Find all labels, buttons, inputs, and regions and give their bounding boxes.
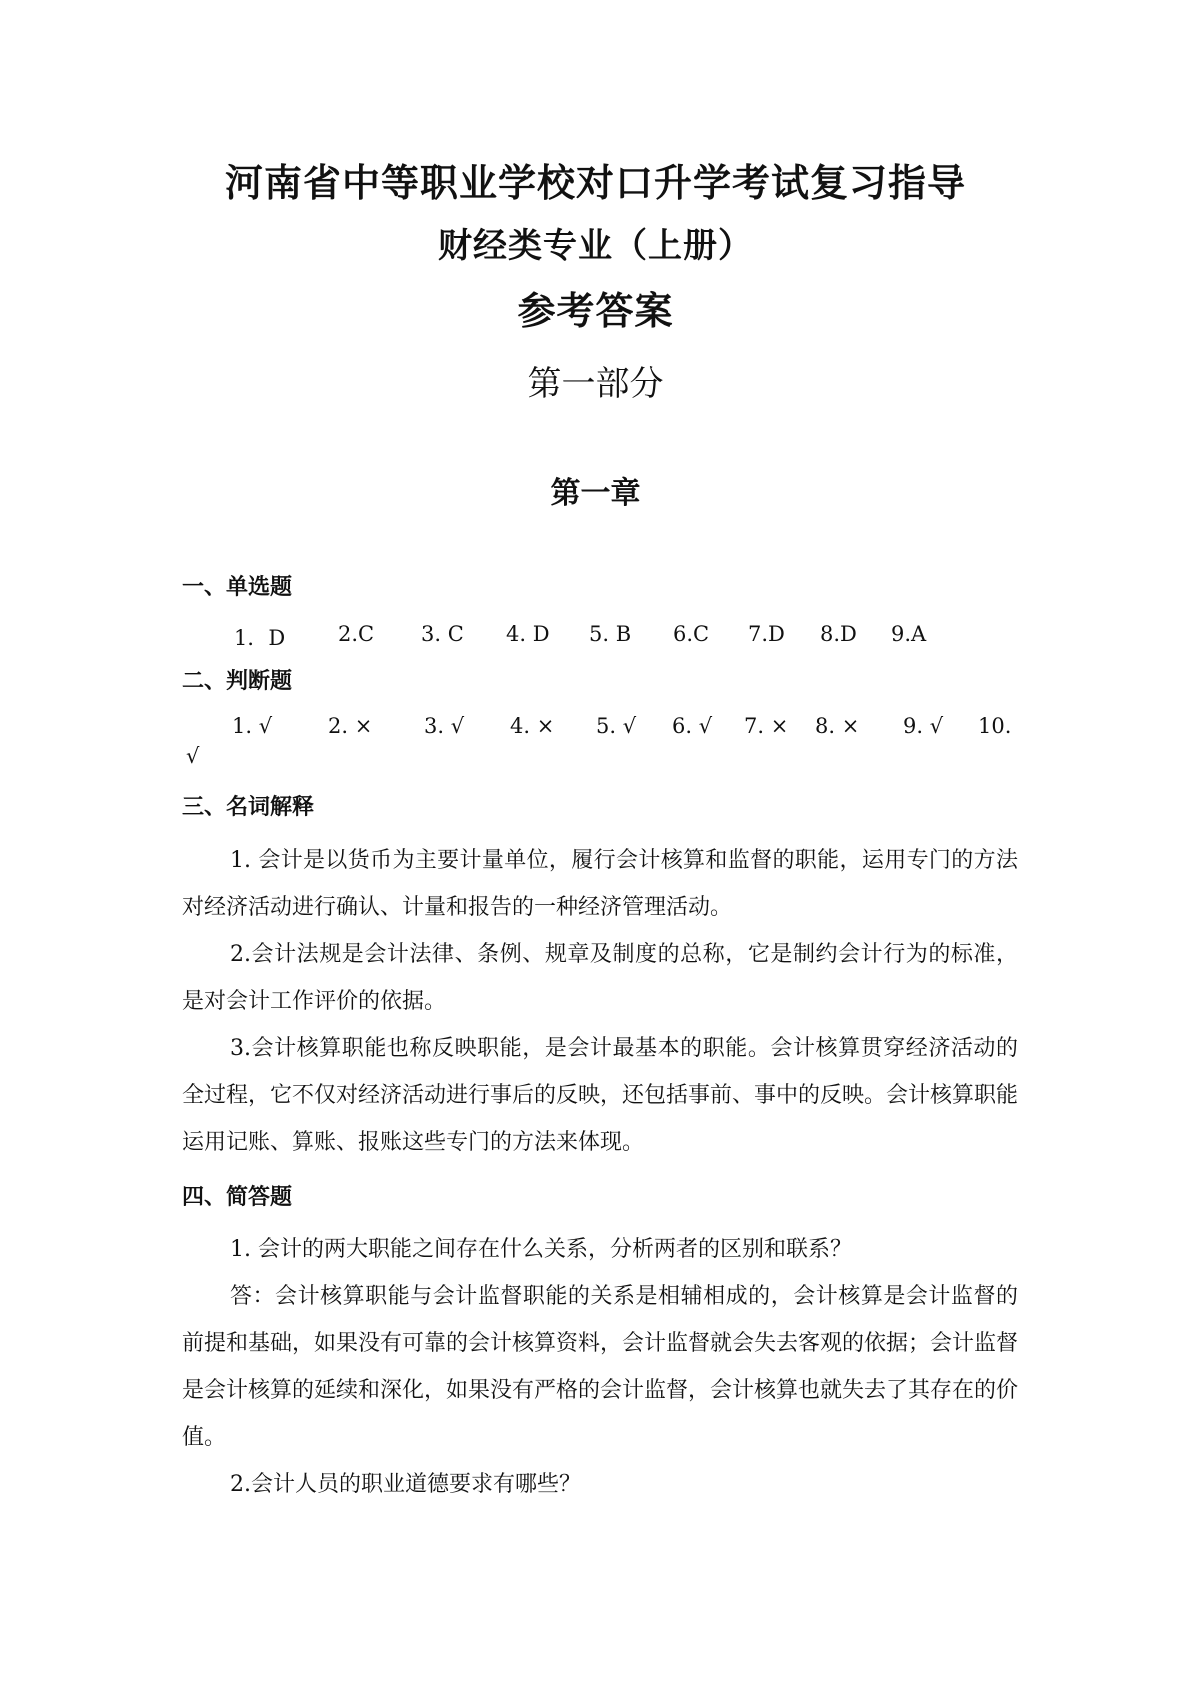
document-title-line-3: 参考答案 [517,289,674,333]
answer-item: 5. B [589,622,632,646]
answer-item: 8. × [815,714,860,738]
answer-item: 3. √ [424,714,465,738]
answer-item: 4. D [506,622,550,646]
short-answer-question: 2.会计人员的职业道德要求有哪些？ [230,1472,581,1497]
answer-item: 4. × [510,714,555,738]
answer-item: 7.D [748,622,785,646]
answer-item: 6.C [673,622,710,646]
answer-item: 1. √ [232,714,273,738]
section-heading-term-explanation: 三、名词解释 [182,795,315,820]
short-answer-question: 1. 会计的两大职能之间存在什么关系，分析两者的区别和联系？ [230,1237,852,1262]
answer-item: 8.D [820,622,857,646]
term-explanation-paragraph: 2.会计法规是会计法律、条例、规章及制度的总称，它是制约会计行为的标准，是对会计工作评价的依据。 [182,942,1018,1014]
answer-item: 6. √ [672,714,713,738]
answer-item: √ [186,744,200,768]
part-title: 第一部分 [527,364,664,404]
answer-item: 2. × [328,714,373,738]
document-title-line-2: 财经类专业（上册） [438,226,753,266]
answer-item: 9.A [891,622,927,646]
answer-item: 5. √ [596,714,637,738]
short-answer-answer: 答：会计核算职能与会计监督职能的关系是相辅相成的，会计核算是会计监督的前提和基础，如果没有可靠的会计核算资料，会计监督就会失去客观的依据；会计监督是会计核算的延续和深化，如果没有严格的会计监督，会计核算也就失去了其存在的价值。 [182,1284,1019,1450]
section-heading-short-answer: 四、简答题 [182,1185,293,1210]
chapter-title: 第一章 [550,476,641,511]
answer-item: 10. [978,714,1012,738]
term-explanation-paragraph: 1. 会计是以货币为主要计量单位，履行会计核算和监督的职能，运用专门的方法对经济活动进行确认、计量和报告的一种经济管理活动。 [182,848,1018,920]
document-title-line-1: 河南省中等职业学校对口升学考试复习指导 [224,161,966,205]
answer-item: 2.C [338,622,375,646]
answer-item: 9. √ [903,714,944,738]
answer-item: 3. C [421,622,464,646]
term-explanation-paragraph: 3.会计核算职能也称反映职能，是会计最基本的职能。会计核算贯穿经济活动的全过程，它不仅对经济活动进行事后的反映，还包括事前、事中的反映。会计核算职能运用记账、算账、报账这些专门的方法来体现。 [182,1036,1019,1155]
answer-item: 7. × [744,714,789,738]
section-heading-single-choice: 一、单选题 [182,575,293,600]
answer-item: 1．D [234,626,286,650]
section-heading-true-false: 二、判断题 [182,669,293,694]
